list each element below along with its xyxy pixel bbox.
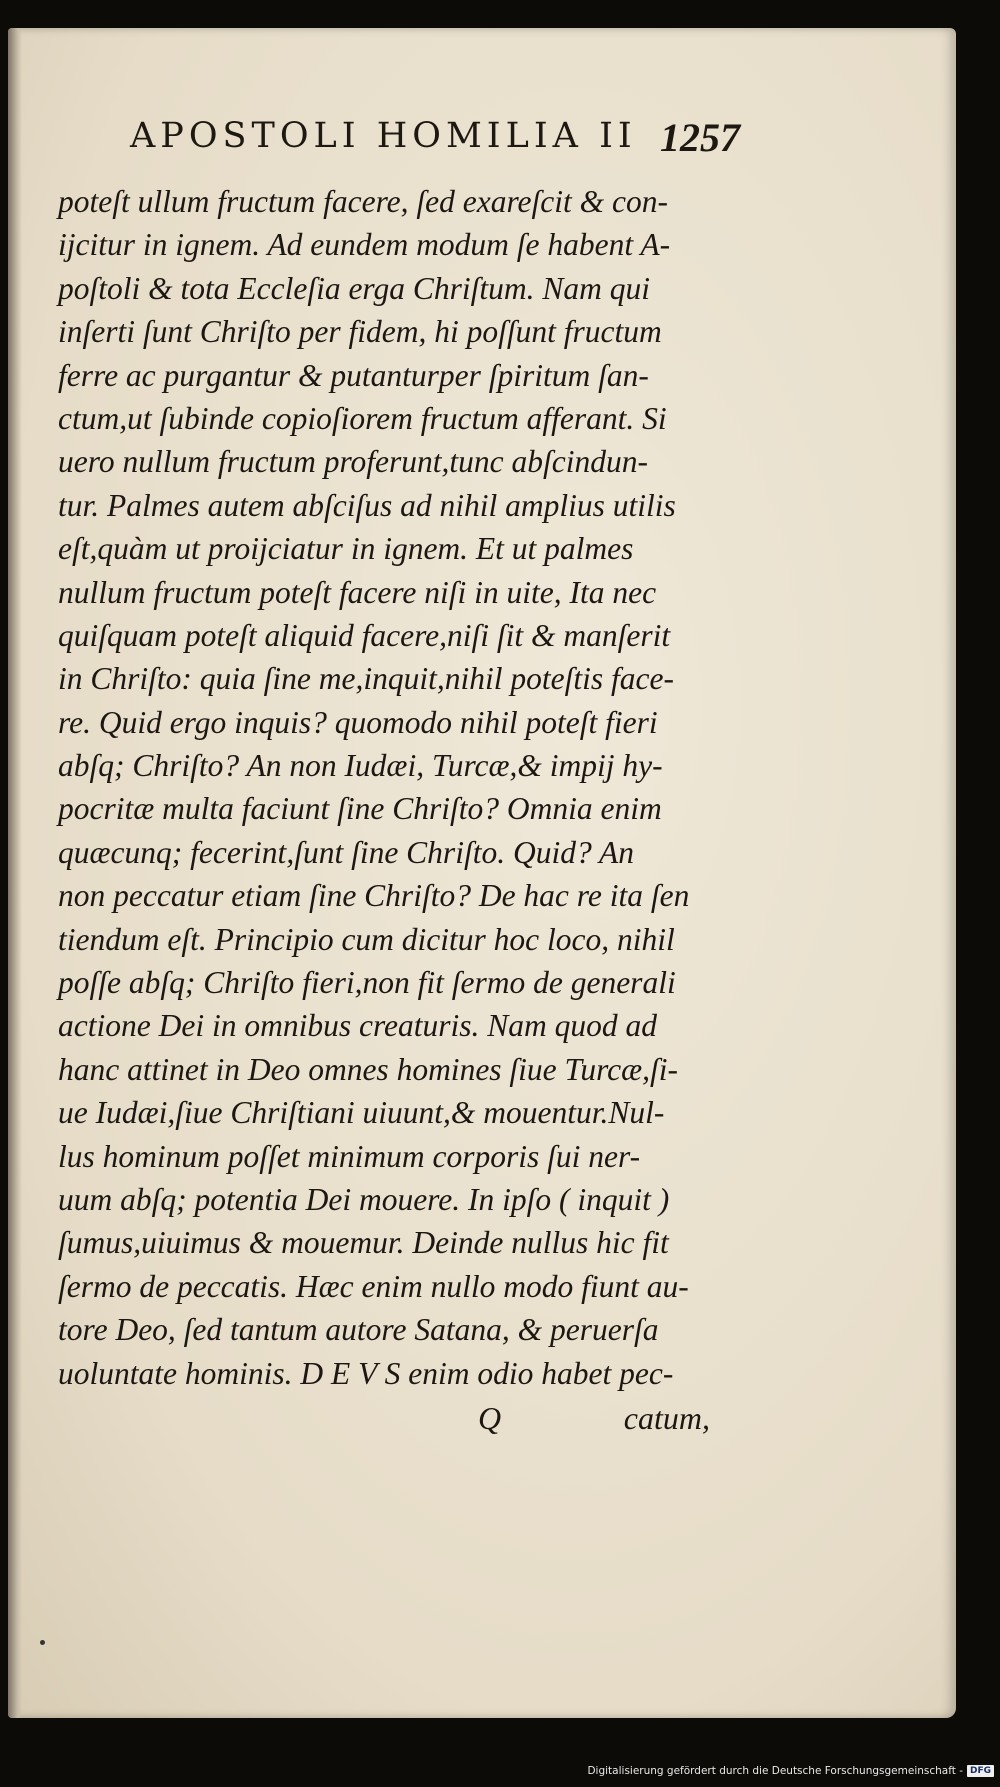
text-line: poſſe abſq; Chriſto fieri,non fit ſermo de generali	[58, 965, 676, 1001]
text-line: tur. Palmes autem abſciſus ad nihil amplius utilis	[58, 487, 676, 523]
text-line: poſtoli & tota Eccleſia erga Chriſtum. Nam qui	[58, 270, 651, 306]
text-line: pocritæ multa faciunt ſine Chriſto? Omnia enim	[58, 791, 662, 827]
text-line: uum abſq; potentia Dei mouere. In ipſo ( inquit )	[58, 1181, 670, 1217]
text-line: ſumus,uiuimus & mouemur. Deinde nullus hic fit	[58, 1225, 669, 1261]
text-line: lus hominum poſſet minimum corporis ſui ner-	[58, 1138, 641, 1174]
text-line: in Chriſto: quia ſine me,inquit,nihil poteſtis face-	[58, 661, 674, 697]
page-footer-marks	[478, 1400, 728, 1444]
book-page	[8, 28, 956, 1718]
text-line: eſt,quàm ut proijciatur in ignem. Et ut palmes	[58, 531, 634, 567]
text-line: poteſt ullum fructum facere, ſed exareſcit & con-	[58, 184, 668, 219]
text-line: re. Quid ergo inquis? quomodo nihil poteſt fieri	[58, 704, 658, 740]
body-text	[58, 180, 726, 1395]
text-line: uero nullum fructum proferunt,tunc abſcindun-	[58, 444, 648, 480]
text-line: nullum fructum poteſt facere niſi in uite, Ita nec	[58, 574, 657, 610]
page-number: 1257	[660, 115, 740, 160]
text-line: inſerti ſunt Chriſto per fidem, hi poſſunt fructum	[58, 314, 662, 350]
signature-mark: Q	[478, 1400, 502, 1436]
text-line: ijcitur in ignem. Ad eundem modum ſe habent A-	[58, 227, 671, 263]
text-line: ſermo de peccatis. Hæc enim nullo modo fiunt au-	[58, 1268, 689, 1304]
text-line: ferre ac purgantur & putanturper ſpiritum ſan-	[58, 357, 649, 393]
catchword: catum,	[623, 1400, 710, 1436]
dfg-logo-icon: DFG	[967, 1765, 994, 1777]
page-gutter-shadow	[8, 28, 22, 1718]
text-line: non peccatur etiam ſine Chriſto? De hac re ita ſen	[58, 878, 690, 914]
text-line: tiendum eſt. Principio cum dicitur hoc loco, nihil	[58, 921, 675, 957]
digitization-credit	[587, 1763, 994, 1779]
text-line: uoluntate hominis. D E V S enim odio habet pec-	[58, 1355, 674, 1391]
text-line: abſq; Chriſto? An non Iudæi, Turcæ,& impij hy-	[58, 748, 663, 784]
text-line: tore Deo, ſed tantum autore Satana, & peruerſa	[58, 1312, 659, 1348]
running-head: APOSTOLI HOMILIA II	[130, 116, 637, 156]
text-line: ctum,ut ſubinde copioſiorem fructum afferant. Si	[58, 400, 667, 436]
text-line: quæcunq; fecerint,ſunt ſine Chriſto. Quid? An	[58, 834, 634, 870]
credit-text: Digitalisierung gefördert durch die Deutsche Forschungsgemeinschaft -	[587, 1765, 963, 1777]
page-header	[130, 116, 740, 166]
text-line: actione Dei in omnibus creaturis. Nam quod ad	[58, 1008, 658, 1044]
text-line: hanc attinet in Deo omnes homines ſiue Turcæ,ſi-	[58, 1051, 679, 1087]
text-line: quiſquam poteſt aliquid facere,niſi ſit & manſerit	[58, 617, 671, 653]
ink-speck	[40, 1640, 45, 1645]
text-line: ue Iudæi,ſiue Chriſtiani uiuunt,& mouentur.Nul-	[58, 1095, 665, 1131]
